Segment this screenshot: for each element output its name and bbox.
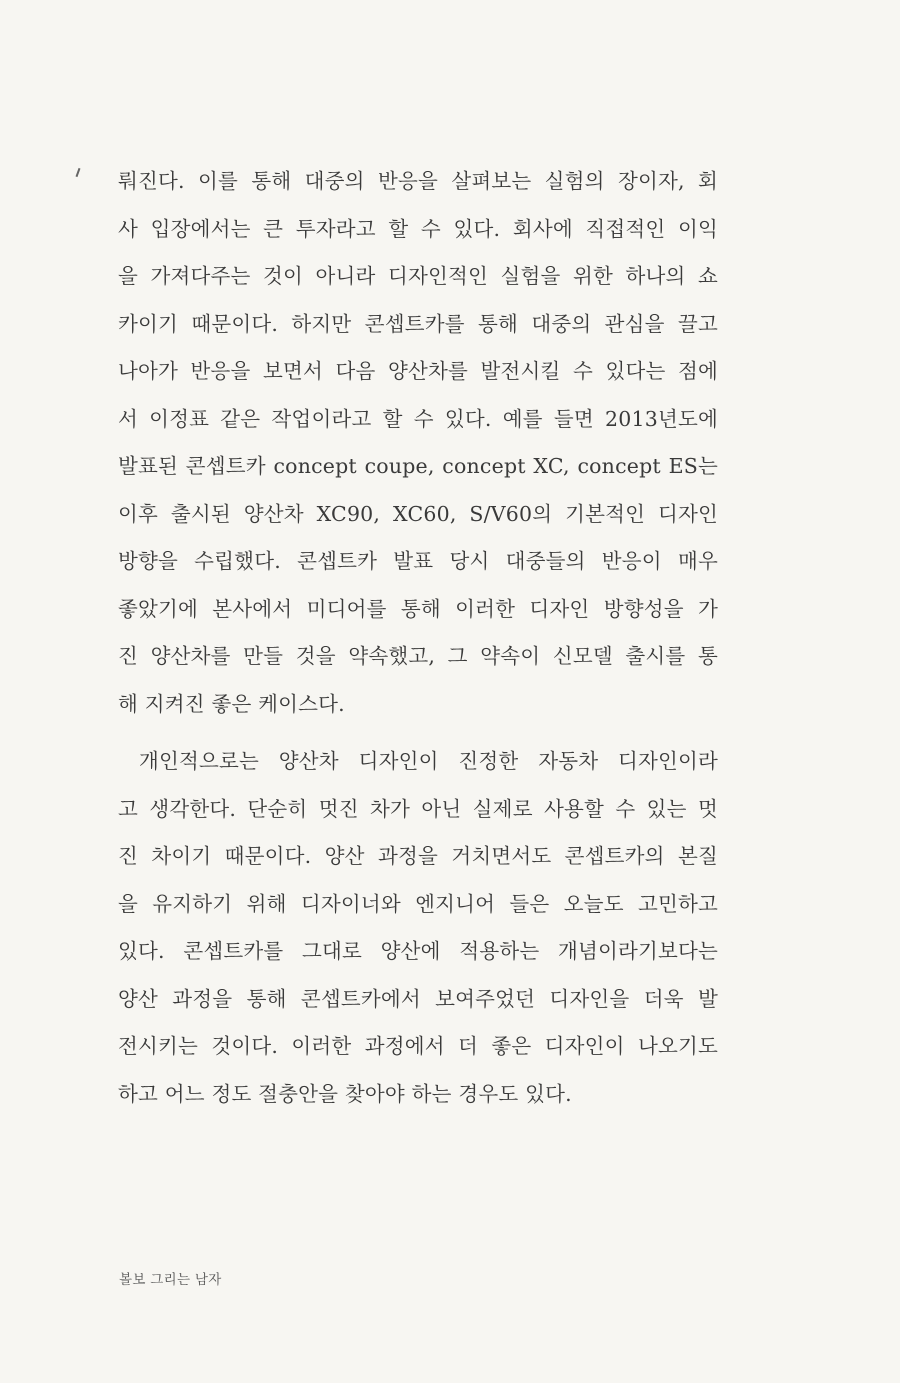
text-line: 사 입장에서는 큰 투자라고 할 수 있다. 회사에 직접적인 이익: [118, 216, 718, 241]
text-line: 서 이정표 같은 작업이라고 할 수 있다. 예를 들면 2013년도에: [118, 406, 718, 431]
text-line: 고 생각한다. 단순히 멋진 차가 아닌 실제로 사용할 수 있는 멋: [118, 796, 718, 821]
text-line: 좋았기에 본사에서 미디어를 통해 이러한 디자인 방향성을 가: [118, 596, 718, 621]
text-line: 진 차이기 때문이다. 양산 과정을 거치면서도 콘셉트카의 본질: [118, 844, 718, 868]
text-line: 나아가 반응을 보면서 다음 양산차를 발전시킬 수 있다는 점에: [118, 359, 718, 383]
text-line: 진 양산차를 만들 것을 약속했고, 그 약속이 신모델 출시를 통: [118, 644, 718, 668]
text-line: 발표된 콘셉트카 concept coupe, concept XC, concept ES는: [118, 454, 718, 478]
text-line: 개인적으로는 양산차 디자인이 진정한 자동차 디자인이라: [139, 749, 718, 773]
text-line: 뤄진다. 이를 통해 대중의 반응을 살펴보는 실험의 장이자, 회: [118, 169, 718, 193]
paragraph-2: [118, 738, 718, 1118]
text-line: 있다. 콘셉트카를 그대로 양산에 적용하는 개념이라기보다는: [118, 939, 718, 963]
margin-tick-mark: [76, 168, 81, 177]
text-line: 전시키는 것이다. 이러한 과정에서 더 좋은 디자인이 나오기도: [118, 1034, 718, 1058]
paragraph-1: [118, 158, 718, 728]
text-line: 카이기 때문이다. 하지만 콘셉트카를 통해 대중의 관심을 끌고: [118, 311, 718, 336]
text-line: 양산 과정을 통해 콘셉트카에서 보여주었던 디자인을 더욱 발: [118, 986, 718, 1011]
paragraph-gap: [118, 728, 718, 738]
text-line: 이후 출시된 양산차 XC90, XC60, S/V60의 기본적인 디자인: [118, 501, 718, 526]
body-text: [118, 158, 718, 1118]
running-footer-book-title: 볼보 그리는 남자: [119, 1272, 222, 1288]
text-line: 을 유지하기 위해 디자이너와 엔지니어 들은 오늘도 고민하고: [118, 891, 718, 916]
text-line: 방향을 수립했다. 콘셉트카 발표 당시 대중들의 반응이 매우: [118, 549, 718, 573]
text-line: 해 지켜진 좋은 케이스다.: [118, 691, 345, 716]
text-line: 을 가져다주는 것이 아니라 디자인적인 실험을 위한 하나의 쇼: [118, 264, 718, 288]
text-line: 하고 어느 정도 절충안을 찾아야 하는 경우도 있다.: [118, 1081, 572, 1106]
